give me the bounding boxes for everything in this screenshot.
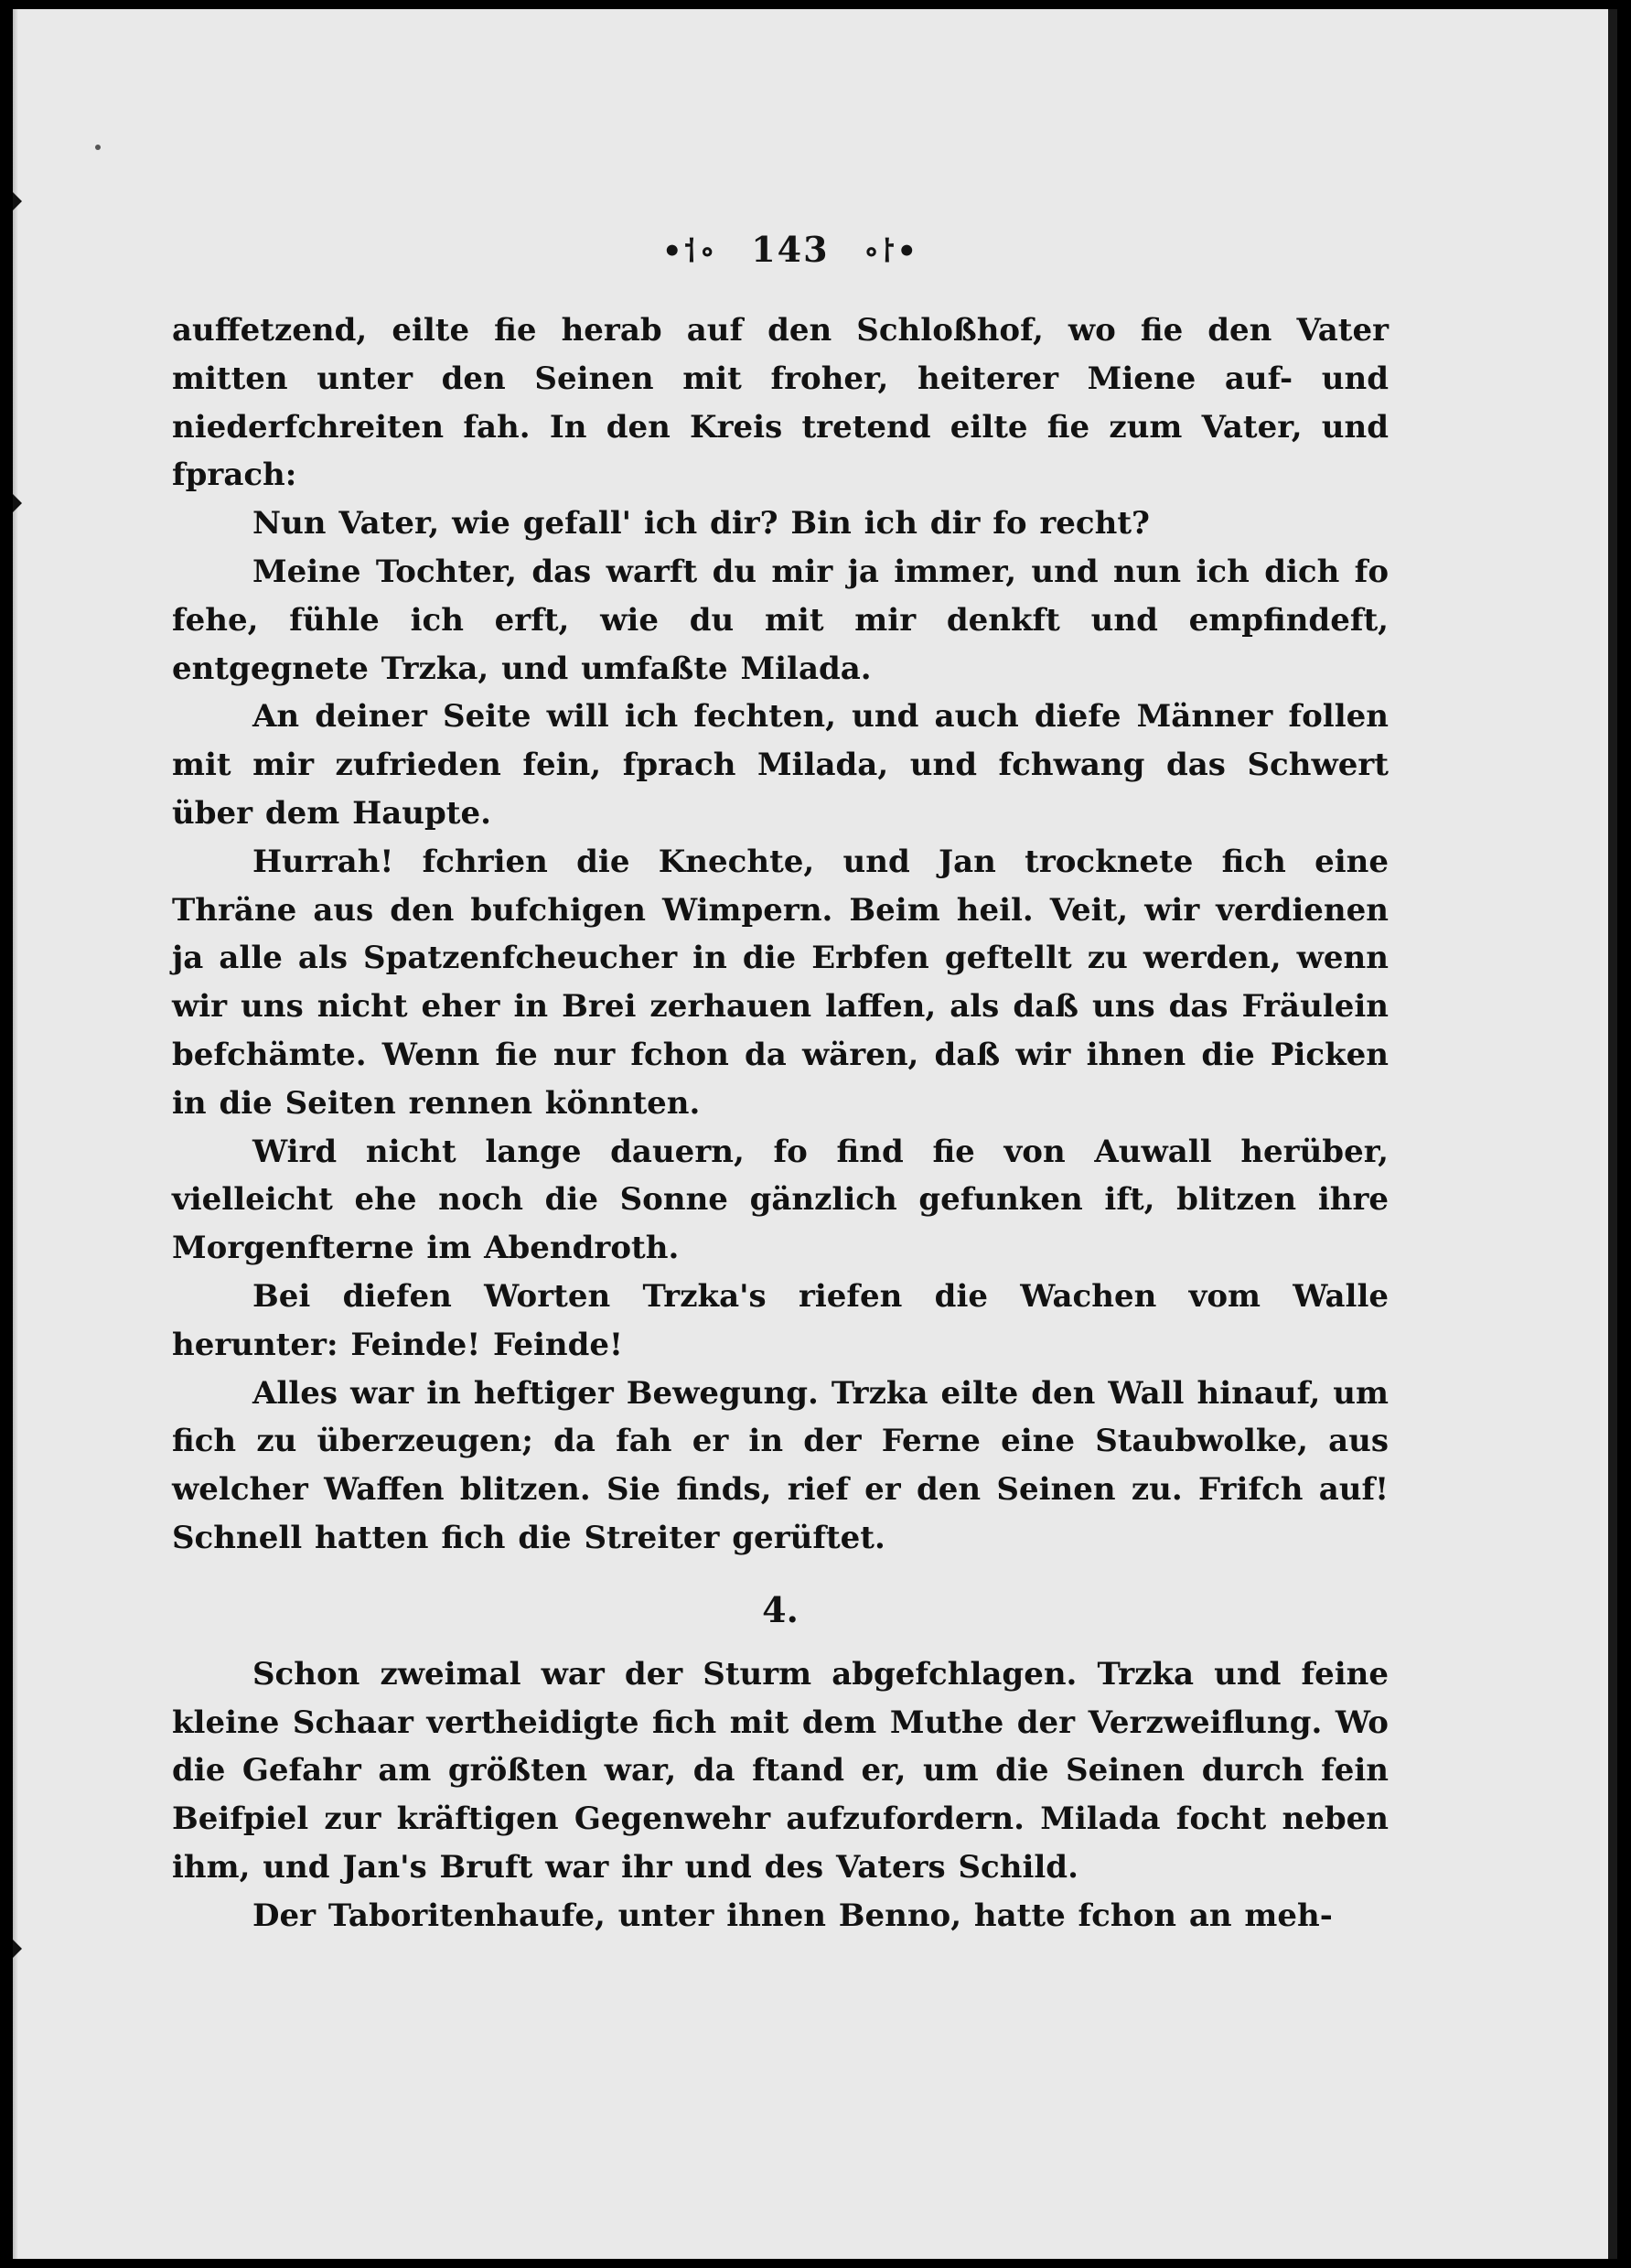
gutter-shadow	[13, 9, 18, 2259]
section-number: 4.	[762, 1588, 799, 1630]
paragraph: Der Taboritenhaufe, unter ihnen Benno, hatte fchon an meh-	[252, 1897, 1333, 1934]
binding-mark	[13, 1940, 22, 1958]
book-page	[13, 9, 1617, 2259]
page-number: 143	[751, 229, 830, 270]
paragraph: Wird nicht lange dauern, fo find fie von Auwall herüber, vielleicht ehe noch die Sonne gänzlich gefunken ift, blitzen ihre Morgenfterne im Abendroth.	[172, 1133, 1389, 1267]
paragraph: Schon zweimal war der Sturm abgefchlagen. Trzka und feine kleine Schaar vertheidigte fich mit dem Muthe der Verzweiflung. Wo die Gefahr am größten war, da ftand er, um die Seinen durch fein Beifpiel zur kräftigen Gegenwehr aufzufordern. Milada focht neben ihm, und Jan's Bruft war ihr und des Vaters Schild.	[172, 1655, 1389, 1886]
ink-speck	[95, 145, 101, 150]
binding-mark	[13, 494, 22, 512]
paragraph: Meine Tochter, das warft du mir ja immer, und nun ich dich fo fehe, fühle ich erft, wie du mit mir denkft und empfindeft, entgegnete Trzka, und umfaßte Milada.	[172, 553, 1389, 687]
binding-mark	[13, 192, 22, 210]
paragraph: Bei diefen Worten Trzka's riefen die Wachen vom Walle herunter: Feinde! Feinde!	[172, 1277, 1389, 1363]
paragraph: Nun Vater, wie gefall' ich dir? Bin ich dir fo recht?	[252, 505, 1150, 543]
page-header	[13, 229, 1568, 271]
left-ornament: •⸶∘	[661, 233, 717, 270]
right-ornament: ∘⸷•	[863, 233, 919, 270]
paragraph: Hurrah! fchrien die Knechte, und Jan trocknete fich eine Thräne aus den bufchigen Wimpern. Beim heil. Veit, wir verdienen ja alle als Spatzenfcheucher in die Erbfen geftellt zu werden, wenn wir uns nicht eher in Brei zerhauen laffen, als daß uns das Fräulein befchämte. Wenn fie nur fchon da wären, daß wir ihnen die Picken in die Seiten rennen könnten.	[172, 843, 1389, 1122]
paragraph: An deiner Seite will ich fechten, und auch diefe Männer follen mit mir zufrieden fein, fprach Milada, und fchwang das Schwert über dem Haupte.	[172, 698, 1389, 832]
page-edge	[1608, 9, 1617, 2259]
paragraph: auffetzend, eilte fie herab auf den Schloßhof, wo fie den Vater mitten unter den Seinen mit froher, heiterer Miene auf- und niederfchreiten fah. In den Kreis tretend eilte fie zum Vater, und fprach:	[172, 312, 1389, 494]
body-text	[172, 306, 1389, 1940]
paragraph: Alles war in heftiger Bewegung. Trzka eilte den Wall hinauf, um fich zu überzeugen; da fah er in der Ferne eine Staubwolke, aus welcher Waffen blitzen. Sie finds, rief er den Seinen zu. Frifch auf! Schnell hatten fich die Streiter gerüftet.	[172, 1374, 1389, 1556]
